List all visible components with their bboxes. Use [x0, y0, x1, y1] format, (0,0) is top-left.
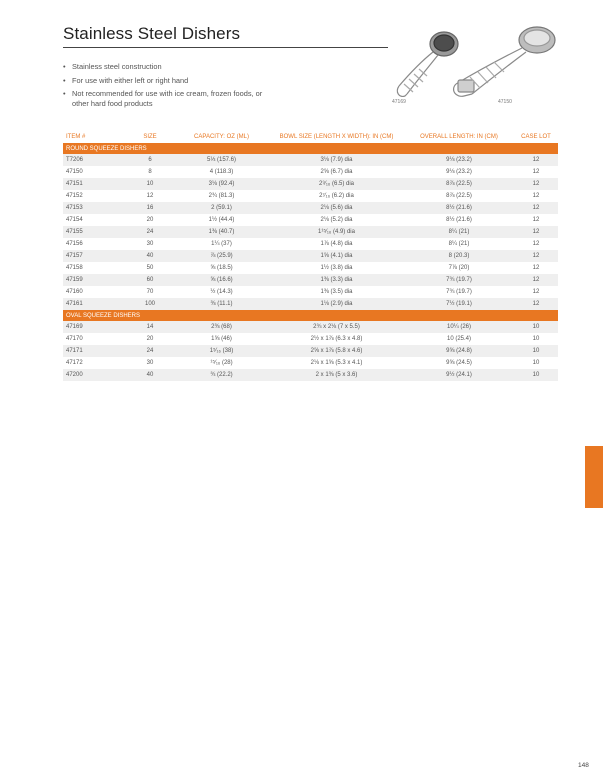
cell-case-lot: 12	[514, 202, 558, 214]
table-row	[63, 357, 558, 369]
cell-case-lot: 12	[514, 274, 558, 286]
cell-case-lot: 10	[514, 321, 558, 333]
cell-item-number: 47170	[66, 336, 83, 342]
column-header-case-lot: CASE LOT	[521, 134, 551, 140]
group-header-oval	[63, 310, 558, 321]
cell-item-number: 47150	[66, 169, 83, 175]
cell-item-number: T7206	[63, 154, 126, 166]
cell-size: 50	[146, 265, 154, 271]
cell-size: 14	[126, 321, 174, 333]
feature-item: • For use with either left or right hand	[63, 76, 263, 86]
column-header-capacity: CAPACITY: OZ (ML)	[194, 134, 249, 140]
table-row	[63, 345, 558, 357]
table-row	[63, 154, 558, 166]
cell-item-number: 47169	[63, 321, 126, 333]
cell-overall-length: 8¼ (21)	[404, 226, 514, 238]
cell-size: 24	[126, 345, 174, 357]
cell-size: 16	[126, 202, 174, 214]
cell-case-lot: 12	[532, 241, 540, 247]
cell-capacity: ⅞ (25.9)	[174, 250, 269, 262]
cell-bowl-size: 2¾ x 2⅛ (7 x 5.5)	[269, 321, 404, 333]
cell-capacity: 3⅛ (92.4)	[174, 178, 269, 190]
cell-bowl-size: 2⅛ (5.6) dia	[269, 202, 404, 214]
cell-overall-length: 7¾ (19.7)	[404, 274, 514, 286]
cell-size: 30	[146, 360, 154, 366]
cell-overall-length: 7⅞ (20)	[448, 265, 470, 271]
cell-bowl-size: 1⅞ (4.8) dia	[320, 241, 353, 247]
table-row	[63, 238, 558, 250]
feature-item: • Not recommended for use with ice cream, frozen foods, or other hard food products	[63, 89, 263, 108]
column-header-bowl-size: BOWL SIZE (LENGTH X WIDTH): IN (CM)	[279, 134, 394, 140]
cell-bowl-size: 3⅛ (7.9) dia	[269, 154, 404, 166]
cell-item-number: 47172	[66, 360, 83, 366]
cell-overall-length: 9½ (24.1)	[404, 369, 514, 381]
oval-disher-rows	[63, 310, 558, 381]
cell-case-lot: 10	[532, 360, 540, 366]
page-number: 148	[578, 762, 589, 769]
cell-capacity: 1¼ (37)	[211, 241, 232, 247]
cell-bowl-size: 1⅜ (3.3) dia	[269, 274, 404, 286]
cell-capacity: ¾ (22.2)	[174, 369, 269, 381]
cell-overall-length: 8¼ (21)	[448, 241, 470, 247]
feature-list	[63, 62, 263, 112]
cell-case-lot: 12	[514, 178, 558, 190]
table-row	[63, 190, 558, 202]
cell-size: 70	[146, 289, 154, 295]
table-row	[63, 202, 558, 214]
page-title: Stainless Steel Dishers	[63, 24, 241, 43]
table-row	[63, 369, 558, 381]
cell-capacity: 2 (59.1)	[174, 202, 269, 214]
cell-overall-length: 9⅛ (23.2)	[446, 169, 472, 175]
cell-size: 20	[146, 336, 154, 342]
cell-bowl-size: 2⅝ x 1⅞ (5.8 x 4.6)	[269, 345, 404, 357]
cell-case-lot: 10	[532, 336, 540, 342]
cell-case-lot: 10	[514, 369, 558, 381]
group-label: OVAL SQUEEZE DISHERS	[63, 310, 558, 321]
table-row	[63, 178, 558, 190]
cell-item-number: 47158	[66, 265, 83, 271]
cell-bowl-size: 1¹⁵⁄₁₆ (4.9) dia	[269, 226, 404, 238]
cell-capacity: 5⅓ (157.6)	[174, 154, 269, 166]
feature-item: • Stainless steel construction	[63, 62, 263, 72]
cell-item-number: 47151	[63, 178, 126, 190]
cell-overall-length: 8½ (21.6)	[446, 217, 472, 223]
cell-bowl-size: 2½ x 1⅞ (6.3 x 4.8)	[310, 336, 363, 342]
column-header-size: SIZE	[143, 134, 157, 140]
column-header-item: ITEM #	[66, 134, 86, 140]
cell-bowl-size: 1⅛ (2.9) dia	[269, 298, 404, 310]
cell-overall-length: 7¾ (19.7)	[446, 289, 472, 295]
cell-bowl-size: 1½ (3.8) dia	[320, 265, 353, 271]
cell-item-number: 47161	[63, 298, 126, 310]
cell-overall-length: 10 (25.4)	[446, 336, 471, 342]
cell-case-lot: 12	[514, 154, 558, 166]
cell-overall-length: 8⅞ (22.5)	[404, 178, 514, 190]
oval-disher-caption: 47169	[392, 99, 406, 105]
cell-capacity: 1⅝ (46)	[211, 336, 232, 342]
cell-case-lot: 10	[514, 345, 558, 357]
cell-item-number: 47160	[66, 289, 83, 295]
cell-bowl-size: 2⅛ x 1⅝ (5.3 x 4.1)	[310, 360, 363, 366]
cell-item-number: 47171	[63, 345, 126, 357]
table-header-row	[63, 131, 558, 143]
cell-capacity: 2¾ (81.3)	[208, 193, 235, 199]
table-row	[63, 274, 558, 286]
cell-bowl-size: 2⁷⁄₁₆ (6.2) dia	[319, 193, 354, 199]
cell-case-lot: 12	[514, 298, 558, 310]
group-label: ROUND SQUEEZE DISHERS	[63, 143, 558, 154]
cell-bowl-size: 1⅜ (3.5) dia	[320, 289, 353, 295]
round-disher-caption: 47150	[498, 99, 512, 105]
cell-case-lot: 12	[532, 289, 540, 295]
cell-bowl-size: 2⅝ (6.7) dia	[320, 169, 353, 175]
cell-case-lot: 12	[514, 226, 558, 238]
title-rule	[63, 47, 388, 48]
round-disher-image	[440, 22, 565, 104]
cell-size: 40	[126, 369, 174, 381]
cell-item-number: 47156	[66, 241, 83, 247]
cell-item-number: 47157	[63, 250, 126, 262]
cell-capacity: ⅝ (16.6)	[174, 274, 269, 286]
cell-size: 10	[126, 178, 174, 190]
cell-size: 24	[126, 226, 174, 238]
table-row	[63, 250, 558, 262]
table-row	[63, 226, 558, 238]
column-header-overall-length: OVERALL LENGTH: IN (CM)	[420, 134, 498, 140]
cell-case-lot: 12	[532, 265, 540, 271]
cell-item-number: 47154	[66, 217, 83, 223]
cell-bowl-size: 1⅝ (4.1) dia	[269, 250, 404, 262]
cell-capacity: ½ (14.3)	[210, 289, 233, 295]
cell-overall-length: 8⅞ (22.5)	[446, 193, 472, 199]
cell-bowl-size: 2 x 1⅜ (5 x 3.6)	[269, 369, 404, 381]
cell-capacity: 1⁵⁄₁₆ (38)	[174, 345, 269, 357]
table-row	[63, 321, 558, 333]
cell-capacity: 2⅜ (68)	[174, 321, 269, 333]
table-row	[63, 214, 558, 226]
cell-size: 40	[126, 250, 174, 262]
table-row	[63, 262, 558, 274]
cell-item-number: 47155	[63, 226, 126, 238]
cell-size: 6	[126, 154, 174, 166]
table-row	[63, 298, 558, 310]
cell-size: 12	[146, 193, 154, 199]
cell-overall-length: 9⅝ (24.5)	[446, 360, 472, 366]
cell-bowl-size: 2⁹⁄₁₆ (6.5) dia	[269, 178, 404, 190]
cell-overall-length: 9⅝ (24.8)	[404, 345, 514, 357]
cell-overall-length: 9⅛ (23.2)	[404, 154, 514, 166]
cell-bowl-size: 2⅛ (5.2) dia	[320, 217, 353, 223]
group-header-round	[63, 143, 558, 154]
table-row	[63, 286, 558, 298]
table-row	[63, 166, 558, 178]
cell-capacity: 1⅜ (40.7)	[174, 226, 269, 238]
cell-item-number: 47200	[63, 369, 126, 381]
cell-capacity: ⅜ (11.1)	[174, 298, 269, 310]
cell-overall-length: 8 (20.3)	[404, 250, 514, 262]
cell-case-lot: 12	[532, 217, 540, 223]
cell-capacity: ⅝ (18.5)	[210, 265, 233, 271]
cell-size: 100	[126, 298, 174, 310]
table-row	[63, 333, 558, 345]
cell-case-lot: 12	[532, 169, 540, 175]
cell-case-lot: 12	[514, 250, 558, 262]
cell-overall-length: 8½ (21.6)	[404, 202, 514, 214]
cell-item-number: 47159	[63, 274, 126, 286]
section-tab	[585, 446, 603, 508]
spec-table	[63, 131, 558, 381]
cell-size: 60	[126, 274, 174, 286]
cell-capacity: ¹⁵⁄₁₆ (28)	[210, 360, 233, 366]
cell-item-number: 47153	[63, 202, 126, 214]
round-disher-rows	[63, 143, 558, 310]
cell-size: 20	[146, 217, 154, 223]
cell-capacity: 1½ (44.4)	[208, 217, 235, 223]
cell-size: 8	[148, 169, 152, 175]
cell-size: 30	[146, 241, 154, 247]
cell-item-number: 47152	[66, 193, 83, 199]
cell-capacity: 4 (118.3)	[209, 169, 234, 175]
cell-overall-length: 10¼ (26)	[404, 321, 514, 333]
cell-case-lot: 12	[532, 193, 540, 199]
cell-overall-length: 7½ (19.1)	[404, 298, 514, 310]
